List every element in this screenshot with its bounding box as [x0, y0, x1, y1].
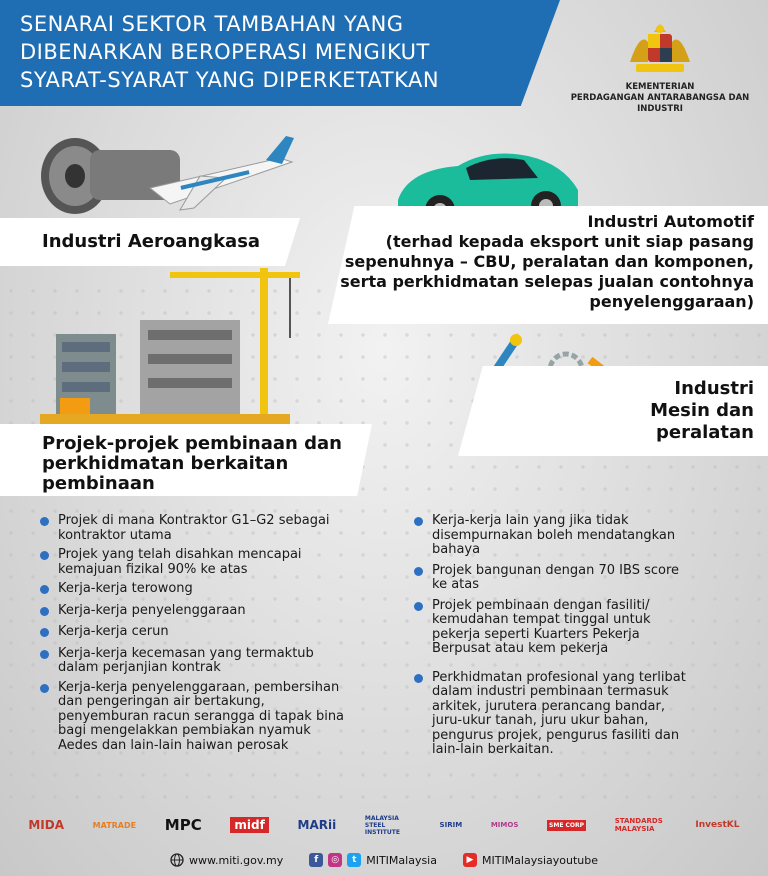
list-item	[414, 671, 738, 758]
list-line: Projek yang telah disahkan mencapai	[58, 547, 302, 562]
website-link[interactable]	[170, 853, 283, 867]
list-line: Projek bangunan dengan 70 IBS score	[432, 562, 680, 578]
list-item	[40, 582, 370, 597]
list-item	[414, 514, 738, 558]
list-line: bagi mengelakkan pembiakan nyamuk	[58, 723, 311, 738]
list-line: dan pengeringan air bertakung,	[58, 694, 265, 709]
list-line: Kerja-kerja terowong	[58, 581, 193, 596]
list-line: Projek pembinaan dengan fasiliti/	[432, 597, 650, 613]
binaan-line-3: pembinaan	[42, 473, 155, 494]
list-line: dalam perjanjian kontrak	[58, 660, 221, 675]
auto-line-1: (terhad kepada eksport unit siap pasang	[385, 232, 754, 251]
logo-matrade: MATRADE	[92, 820, 137, 830]
auto-line-2: sepenuhnya – CBU, peralatan dan komponen,	[344, 252, 754, 271]
page-title	[20, 10, 439, 94]
construction-illustration	[40, 258, 300, 428]
logo-midf: midf	[230, 817, 268, 833]
footer	[0, 846, 768, 874]
list-item	[414, 564, 738, 593]
logo-mida: MIDA	[28, 818, 64, 832]
list-item	[414, 599, 738, 657]
list-line: Kerja-kerja cerun	[58, 624, 169, 639]
list-item	[40, 548, 370, 577]
logo-mimos: MIMOS	[490, 821, 519, 829]
title-line-2: DIBENARKAN BEROPERASI MENGIKUT	[20, 40, 430, 64]
auto-label	[334, 212, 754, 312]
youtube-link[interactable]	[463, 853, 598, 867]
list-line: pekerja seperti Kuarters Pekerja	[432, 626, 640, 642]
logo-marii: MARii	[297, 818, 337, 832]
logo-sme-corp: SME CORP	[549, 821, 585, 829]
mesin-line-1: Industri	[674, 378, 754, 399]
list-line: penyemburan racun serangga di tapak bina	[58, 708, 345, 724]
ministry-line-1: KEMENTERIAN	[625, 82, 695, 92]
list-line: kontraktor utama	[58, 527, 172, 543]
mesin-label	[594, 378, 754, 444]
auto-line-4: penyelenggaraan)	[589, 292, 754, 311]
logo-sirim: SIRIM	[439, 821, 463, 829]
construction-list-left	[40, 514, 370, 753]
social-links[interactable]	[309, 853, 437, 867]
auto-title: Industri Automotif	[587, 212, 754, 231]
globe-icon	[170, 853, 184, 867]
list-line: kemajuan fizikal 90% ke atas	[58, 561, 248, 577]
instagram-icon: ◎	[328, 853, 342, 867]
list-item	[40, 681, 370, 754]
list-line: Perkhidmatan profesional yang terlibat	[432, 669, 686, 685]
list-line: lain-lain berkaitan.	[432, 742, 554, 757]
mesin-line-2: Mesin dan	[650, 400, 754, 421]
ministry-block	[560, 22, 760, 115]
ministry-line-2: PERDAGANGAN ANTARABANGSA DAN INDUSTRI	[570, 93, 750, 114]
list-line: dalam industri pembinaan termasuk	[432, 684, 669, 699]
list-line: Kerja-kerja penyelenggaraan, pembersihan	[58, 679, 340, 695]
logo-steel-institute: MALAYSIA STEEL INSTITUTE	[364, 814, 400, 836]
binaan-line-1: Projek-projek pembinaan dan	[42, 433, 342, 454]
list-line: arkitek, jurutera perancang bandar,	[432, 698, 666, 714]
list-line: Berpusat atau kem pekerja	[432, 641, 609, 656]
youtube-icon: ▶	[463, 853, 477, 867]
construction-list-right	[414, 514, 738, 758]
list-item	[40, 514, 370, 543]
list-line: Kerja-kerja penyelenggaraan	[58, 602, 246, 618]
binaan-line-2: perkhidmatan berkaitan	[42, 453, 289, 474]
list-line: bahaya	[432, 542, 481, 557]
auto-line-3: serta perkhidmatan selepas jualan contohnya	[340, 272, 754, 291]
list-line: disempurnakan boleh mendatangkan	[432, 527, 676, 543]
facebook-icon: f	[309, 853, 323, 867]
list-line: Aedes dan lain-lain haiwan perosak	[58, 737, 289, 753]
title-line-1: SENARAI SEKTOR TAMBAHAN YANG	[20, 12, 404, 36]
website-text: www.miti.gov.my	[189, 853, 284, 867]
aerospace-illustration	[30, 128, 310, 218]
list-line: ke atas	[432, 577, 479, 592]
list-item	[40, 647, 370, 676]
logo-standards: STANDARDS MALAYSIA	[614, 817, 663, 833]
list-line: kemudahan tempat tinggal untuk	[432, 612, 651, 627]
agency-logos	[0, 806, 768, 844]
mesin-line-3: peralatan	[656, 422, 754, 443]
logo-mpc: MPC	[164, 816, 202, 834]
aero-label: Industri Aeroangkasa	[42, 231, 261, 252]
list-line: Kerja-kerja lain yang jika tidak	[432, 513, 629, 528]
list-line: Projek di mana Kontraktor G1–G2 sebagai	[58, 513, 330, 528]
twitter-icon: t	[347, 853, 361, 867]
list-line: juru-ukur tanah, juru ukur bahan,	[432, 713, 649, 728]
logo-investkl: InvestKL	[695, 820, 740, 830]
youtube-handle: MITIMalaysiayoutube	[481, 853, 598, 867]
title-line-3: SYARAT-SYARAT YANG DIPERKETATKAN	[20, 68, 440, 92]
coat-of-arms-icon	[620, 22, 700, 82]
list-item	[40, 604, 370, 619]
list-line: Kerja-kerja kecemasan yang termaktub	[58, 645, 314, 661]
social-handle: MITIMalaysia	[366, 853, 437, 867]
binaan-label	[42, 434, 362, 494]
list-item	[40, 625, 370, 640]
list-line: pengurus projek, pengurus fasiliti dan	[432, 727, 680, 743]
